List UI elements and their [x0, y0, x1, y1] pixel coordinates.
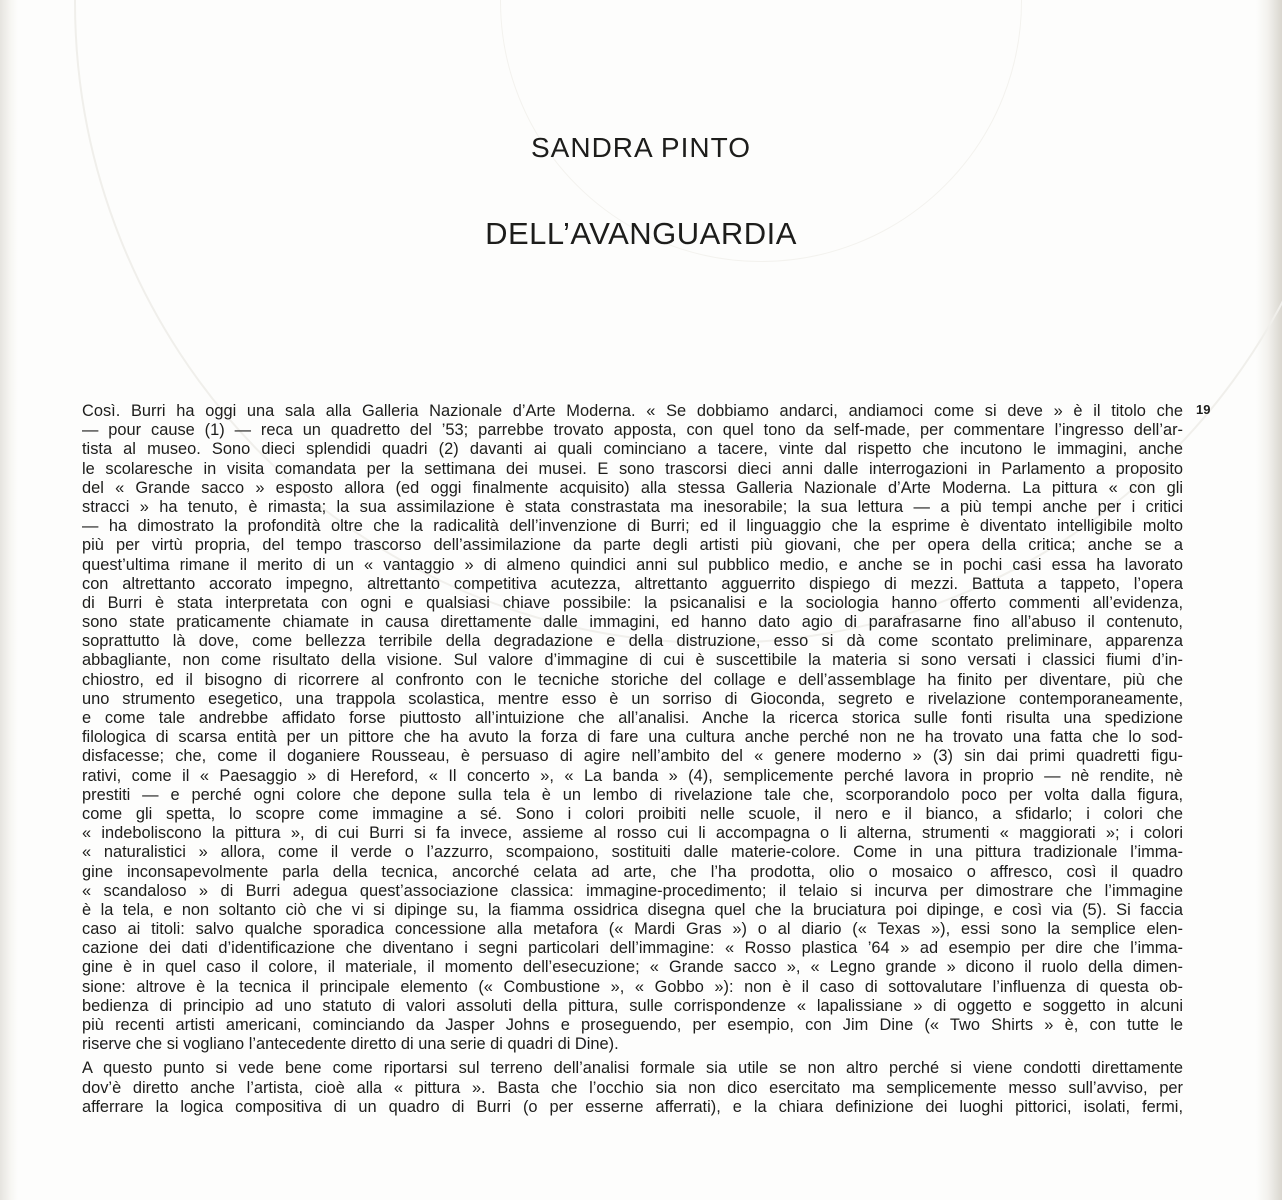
text-line: « indeboliscono la pittura », di cui Burri si fa invece, assieme al rosso cui li accompagna o li alterna, strumenti « maggiorati »; i colori [82, 824, 1183, 843]
text-line: chiostro, ed il bisogno di ricorrere al confronto con le tecniche storiche del collage e dell’assemblage ha finito per diventare, più che [82, 670, 1183, 689]
text-line: tista al museo. Sono dieci splendidi quadri (2) davanti ai quali cominciano a tacere, vinte dal rispetto che incutono le immagini, anche [82, 440, 1183, 459]
text-line: cazione dei dati d’identificazione che diventano i segni particolari dell’immagine: « Rosso plastica ’64 » ad esempio per dire che l’imma- [82, 939, 1183, 958]
text-line: quest’ultima rimane il merito di un « vantaggio » di almeno quindici anni sul pubblico medio, e anche se in pochi casi essa ha lavorato [82, 555, 1183, 574]
text-line: caso ai titoli: salvo qualche sporadica concessione alla metafora (« Mardi Gras ») o al diario (« Texas »), essi sono la semplice elen- [82, 920, 1183, 939]
text-line: del « Grande sacco » esposto allora (ed oggi finalmente acquisito) alla stessa Galleria Nazionale d’Arte Moderna. La pittura « con gli [82, 478, 1183, 497]
text-line: soprattutto là dove, come bellezza terribile della degradazione e della distruzione, esso si dà come scontato preliminare, apparenza [82, 632, 1183, 651]
text-line: abbagliante, non come risultato della visione. Sul valore d’immagine di cui è suscettibile la materia si sono versati i classici fiumi d’in- [82, 651, 1183, 670]
page-edge-left [0, 0, 18, 1200]
text-line: A questo punto si vede bene come riportarsi sul terreno dell’analisi formale sia utile se non altro perché si viene condotti direttamente [82, 1059, 1183, 1078]
text-line: è la tela, e non soltanto ciò che vi si dipinge su, la fiamma ossidrica disegna quel che la bruciatura poi dipinge, e così via (5). Si faccia [82, 900, 1183, 919]
author-name: SANDRA PINTO [531, 131, 751, 163]
text-line: — pour cause (1) — reca un quadretto del ’53; parrebbe trovato apposta, con quel tono da self-made, per commentare l’ingresso dell’ar- [82, 421, 1183, 440]
text-line: più recenti artisti americani, cominciando da Jasper Johns e proseguendo, per esempio, con Jim Dine (« Two Shirts » è, con tutte le [82, 1016, 1183, 1034]
text-line: bedienza di principio ad uno statuto di valori assoluti della pittura, sulle corrispondenze « lapalissiane » di oggetto e soggetto in alcuni [82, 996, 1183, 1015]
text-line: afferrare la logica compositiva di un quadro di Burri (o per esserne afferrati), e la chiara definizione dei luoghi pittorici, isolati, fermi, [82, 1097, 1183, 1116]
text-line: « scandaloso » di Burri adegua quest’associazione classica: immagine-procedimento; il telaio si incurva per dimostrare che l’immagine [82, 881, 1183, 900]
text-line: le scolaresche in visita comandata per la settimana dei musei. E sono trascorsi dieci anni dalle interrogazioni in Parlamento a proposito [82, 459, 1183, 478]
text-line: rativi, come il « Paesaggio » di Hereford, « Il concerto », « La banda » (4), semplicemente perché lavora in proprio — nè rendite, nè [82, 766, 1183, 785]
text-line: disfacesse; che, come il doganiere Rousseau, è persuaso di agire nell’ambito del « genere moderno » (3) sin dai primi quadretti figu- [82, 747, 1183, 766]
text-line: uno strumento esegetico, una trappola scolastica, mentre esso è un sorriso di Gioconda, segreto e rivelazione contemporaneamente, [82, 689, 1183, 708]
text-line: prestiti — e perché ogni colore che depone sulla tela è un lembo di rivelazione tale che, scorporandolo poco per volta dalla figura, [82, 785, 1183, 804]
text-line: e come tale andrebbe affidato forse piuttosto all’intuizione che all’analisi. Anche la ricerca storica sulle fonti risulta una spedizione [82, 709, 1183, 727]
text-line: con altrettanto accorato impegno, altrettanto competitiva acutezza, altrettanto agguerrito dispiego di mezzi. Battuta a tappeto, l’opera [82, 574, 1183, 593]
text-line: « naturalistici » allora, come il verde o l’azzurro, scompaiono, sostituiti dalle materie-colore. Come in una pittura tradizionale l’imma- [82, 843, 1183, 862]
text-line: sono state praticamente chiamate in causa direttamente dalle immagini, ed hanno dato agio di parafrasarne fino all’abuso il contenuto, [82, 613, 1183, 632]
paragraph [82, 1059, 1183, 1117]
text-line: di Burri è stata interpretata con ogni e qualsiasi chiave possibile: la psicanalisi e la sociologia hanno offerto commenti all’evidenza, [82, 593, 1183, 612]
text-line: filologica di scarsa entità per un pittore che ha avuto la forza di fare una cultura anche perché non ne ha trovato una fatta che lo sod- [82, 728, 1183, 747]
text-line: gine inconsapevolmente parla della tecnica, ancorché celata ad arte, che l’ha prodotta, olio o mosaico o affresco, così il quadro [82, 862, 1183, 881]
article-title: DELL’AVANGUARDIA [485, 215, 797, 251]
page-number: 19 [1196, 402, 1211, 417]
text-line: dov’è diretto anche l’artista, cioè alla « pittura ». Basta che l’occhio sia non dico esercitato ma semplicemente messo sull’avviso, per [82, 1078, 1183, 1097]
text-line: — ha dimostrato la profondità oltre che la radicalità dell’invenzione di Burri; ed il linguaggio che la esprime è diventato intelligibile molto [82, 517, 1183, 536]
text-line: più per virtù propria, del tempo trascorso dell’assimilazione da parte degli artisti più giovani, che per opera della critica; anche se a [82, 536, 1183, 555]
text-line: riserve che si vogliano l’antecedente diretto di una serie di quadri di Dine). [82, 1035, 619, 1054]
text-line: stracci » ha tenuto, è rimasta; la sua assimilazione è stata constrastata ma inesorabile; la sua lettura — a più tempi anche per i critici [82, 497, 1183, 516]
text-line: gine è in quel caso il colore, il materiale, il momento dell’esecuzione; « Grande sacco », « Legno grande » dicono il ruolo della dimen- [82, 958, 1183, 977]
text-line: come gli spetta, lo scopre come immagine a sé. Sono i colori proibiti nelle scuole, il nero e il bianco, a sfidarlo; i colori che [82, 804, 1183, 823]
text-line: sione: altrove è la tecnica il principale elemento (« Combustione », « Gobbo »): non è il caso di sottovalutare l’influenza di questa ob- [82, 977, 1183, 996]
body-text [82, 402, 1183, 1122]
paragraph [82, 402, 1183, 1054]
text-line: Così. Burri ha oggi una sala alla Galleria Nazionale d’Arte Moderna. « Se dobbiamo andarci, andiamoci come si deve » è il titolo che [82, 402, 1183, 420]
